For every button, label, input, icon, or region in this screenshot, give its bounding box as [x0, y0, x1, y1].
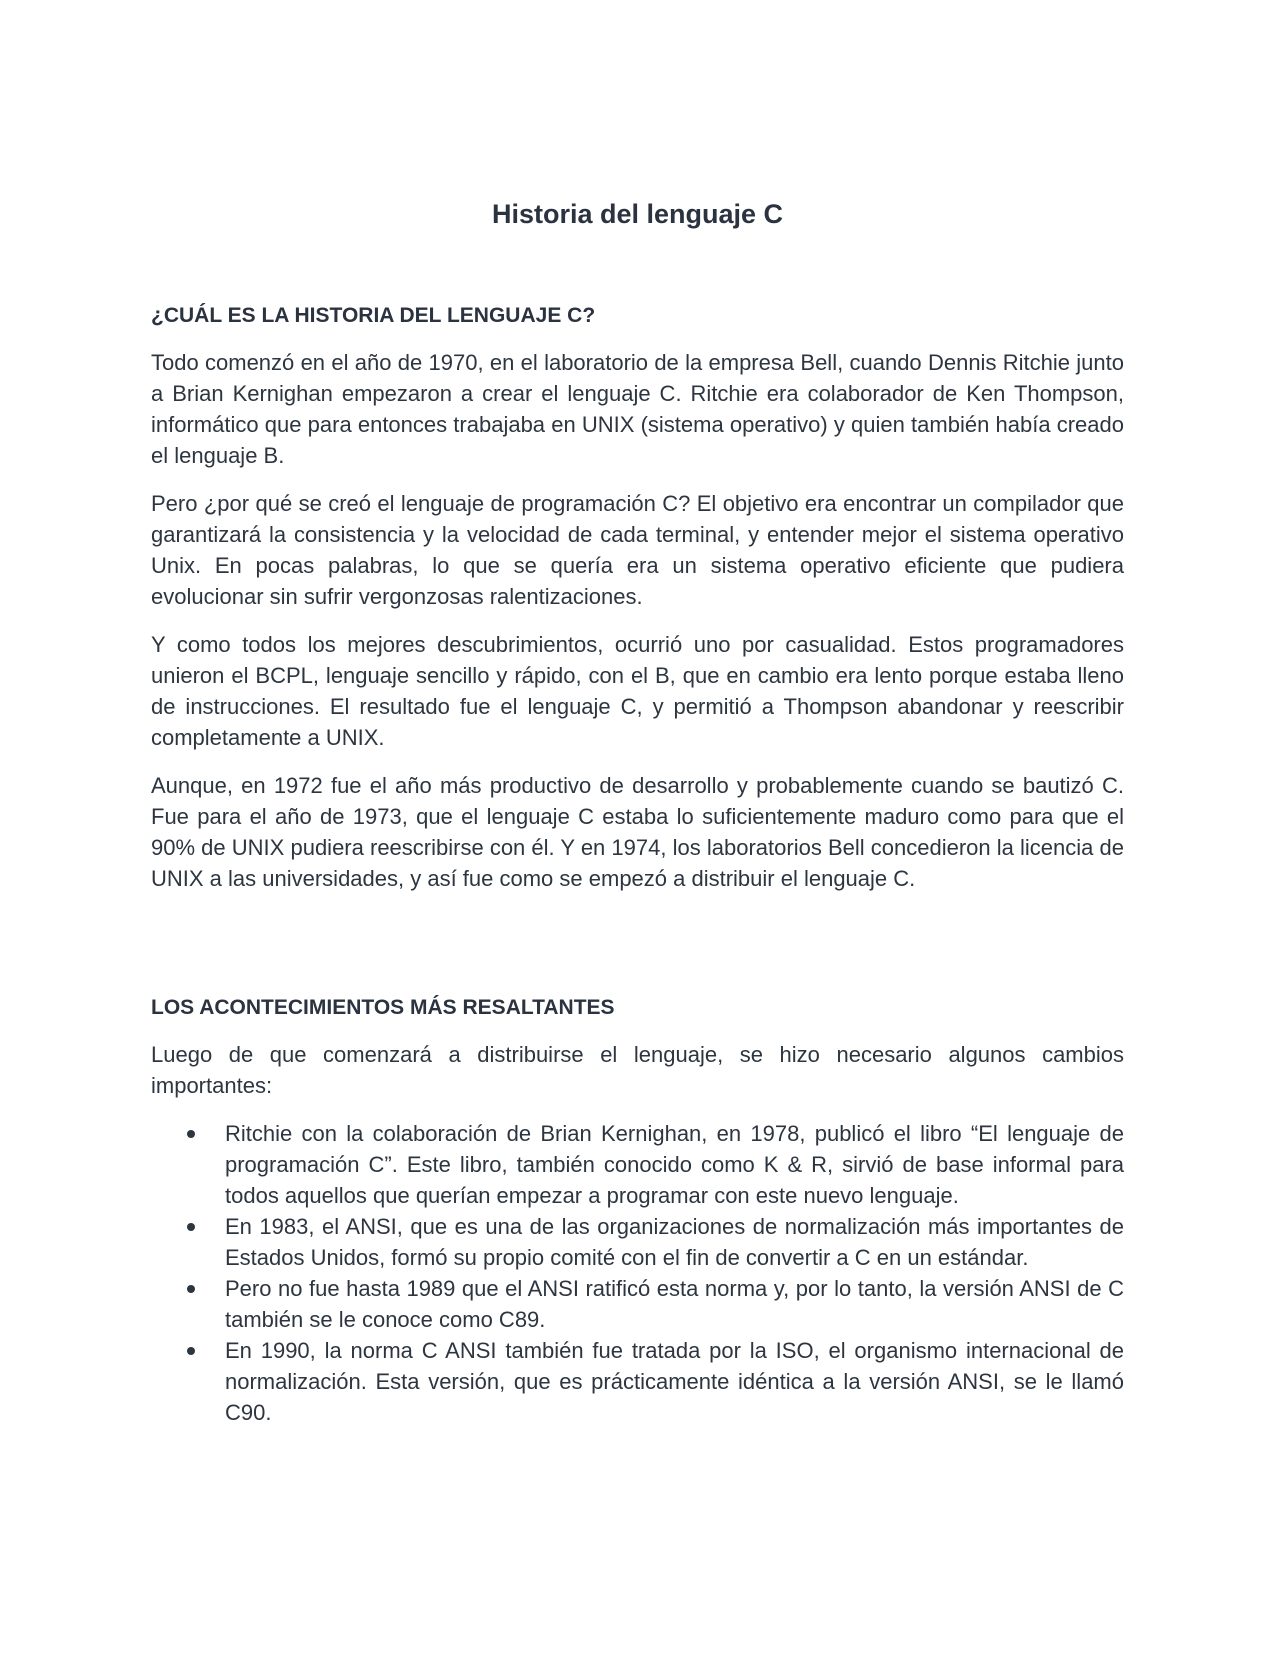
section-events — [151, 994, 1124, 1428]
list-item-text: En 1990, la norma C ANSI también fue tratada por la ISO, el organismo internacional de normalización. Esta versión, que es prácticamente idéntica a la versión ANSI, se le llamó C90. — [225, 1338, 1124, 1425]
list-item-text: Ritchie con la colaboración de Brian Kernighan, en 1978, publicó el libro “El lenguaje de programación C”. Este libro, también conocido como K & R, sirvió de base informal para todos aquellos que querían empezar a programar con este nuevo lenguaje. — [225, 1121, 1124, 1208]
section-heading: LOS ACONTECIMIENTOS MÁS RESALTANTES — [151, 996, 615, 1019]
paragraph: Pero ¿por qué se creó el lenguaje de programación C? El objetivo era encontrar un compilador que garantizará la consistencia y la velocidad de cada terminal, y entender mejor el sistema operativo Unix. En pocas palabras, lo que se quería era un sistema operativo eficiente que pudiera evolucionar sin sufrir vergonzosas ralentizaciones. — [151, 491, 1124, 609]
paragraph: Luego de que comenzará a distribuirse el lenguaje, se hizo necesario algunos cambios importantes: — [151, 1042, 1124, 1098]
section-history — [151, 302, 1124, 911]
document-title: Historia del lenguaje C — [491, 199, 784, 229]
bullet-icon — [187, 1130, 195, 1138]
paragraph: Todo comenzó en el año de 1970, en el laboratorio de la empresa Bell, cuando Dennis Ritchie junto a Brian Kernighan empezaron a crear el lenguaje C. Ritchie era colaborador de Ken Thompson, informático que para entonces trabajaba en UNIX (sistema operativo) y quien también había creado el lenguaje B. — [151, 350, 1124, 468]
bullet-icon — [187, 1285, 195, 1293]
bullet-icon — [187, 1223, 195, 1231]
list-item — [151, 1273, 1124, 1335]
bullet-icon — [187, 1347, 195, 1355]
list-item — [151, 1211, 1124, 1273]
list-item-text: Pero no fue hasta 1989 que el ANSI ratificó esta norma y, por lo tanto, la versión ANSI de C también se le conoce como C89. — [225, 1276, 1124, 1332]
paragraph: Aunque, en 1972 fue el año más productivo de desarrollo y probablemente cuando se bautizó C. Fue para el año de 1973, que el lenguaje C estaba lo suficientemente maduro como para que el 90% de UNIX pudiera reescribirse con él. Y en 1974, los laboratorios Bell concedieron la licencia de UNIX a las universidades, y así fue como se empezó a distribuir el lenguaje C. — [151, 773, 1124, 891]
bullet-list — [151, 1118, 1124, 1428]
list-item — [151, 1118, 1124, 1211]
section-heading: ¿CUÁL ES LA HISTORIA DEL LENGUAJE C? — [151, 304, 596, 327]
paragraph: Y como todos los mejores descubrimientos, ocurrió uno por casualidad. Estos programadores unieron el BCPL, lenguaje sencillo y rápido, con el B, que en cambio era lento porque estaba lleno de instrucciones. El resultado fue el lenguaje C, y permitió a Thompson abandonar y reescribir completamente a UNIX. — [151, 632, 1124, 750]
list-item — [151, 1335, 1124, 1428]
list-item-text: En 1983, el ANSI, que es una de las organizaciones de normalización más importantes de Estados Unidos, formó su propio comité con el fin de convertir a C en un estándar. — [225, 1214, 1124, 1270]
